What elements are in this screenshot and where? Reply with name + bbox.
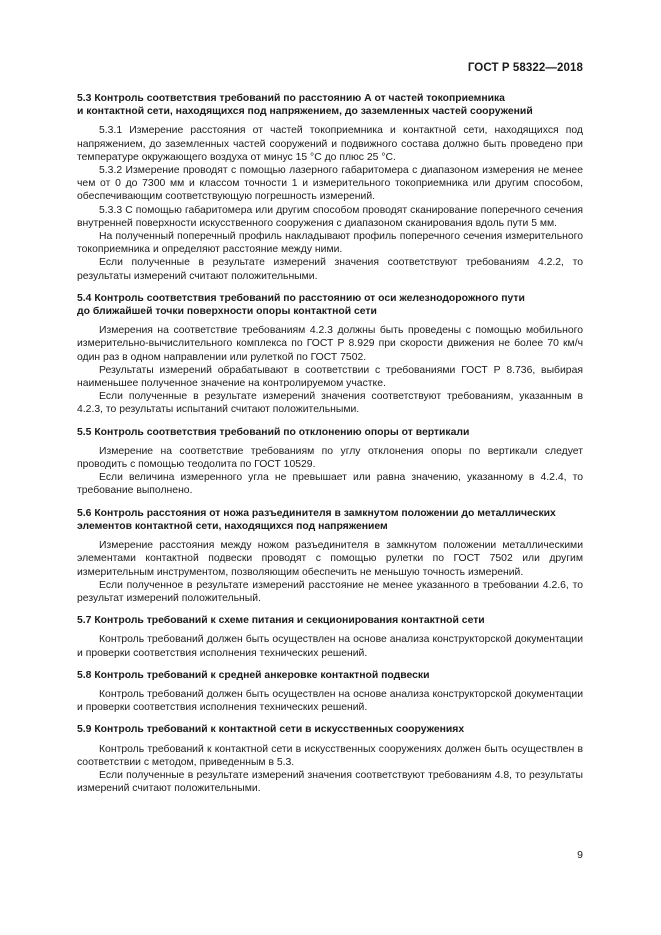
- section-heading-line: 5.7 Контроль требований к схеме питания и секционирования контактной сети: [77, 615, 485, 627]
- paragraph: Измерения на соответствие требованиям 4.2.3 должны быть проведены с помощью мобильного измерительно-вычислительного комплекса по ГОСТ Р 8.929 при скорости движения не более 70 км/ч один раз в одном направлении или рулеткой по ГОСТ 7502.: [77, 325, 583, 363]
- section-heading: [77, 426, 583, 439]
- page-number: 9: [577, 849, 583, 861]
- paragraph: 5.3.2 Измерение проводят с помощью лазерного габаритомера с диапазоном измерения не менее чем от 0 до 7300 мм и классом точности 1 и измерительного токоприемника или другим способом, обеспечивающим соответствующую погрешность измерений.: [77, 165, 583, 203]
- paragraph: Контроль требований к контактной сети в искусственных сооружениях должен быть осуществлен в соответствии с методом, приведенным в 5.3.: [77, 743, 583, 768]
- paragraph: Если величина измеренного угла не превышает или равна значению, указанному в 4.2.4, то требование выполнено.: [77, 472, 583, 497]
- section-heading-line: элементов контактной сети, находящихся под напряжением: [77, 520, 388, 532]
- section: [77, 92, 583, 283]
- section-heading: [77, 507, 583, 533]
- document-code: ГОСТ Р 58322—2018: [467, 62, 583, 74]
- section-heading-line: 5.4 Контроль соответствия требований по расстоянию от оси железнодорожного пути: [77, 292, 525, 304]
- section-heading-line: 5.5 Контроль соответствия требований по отклонению опоры от вертикали: [77, 426, 470, 438]
- paragraph: Контроль требований должен быть осуществлен на основе анализа конструкторской документации и проверки соответствия исполнения технических решений.: [77, 688, 583, 714]
- paragraph: Результаты измерений обрабатывают в соответствии с требованиями ГОСТ Р 8.736, выбирая наименьшее полученное значение на контролируемом участке.: [77, 364, 583, 390]
- section-heading-line: 5.6 Контроль расстояния от ножа разъединителя в замкнутом положении до металлических: [77, 507, 556, 519]
- section-heading: [77, 92, 583, 118]
- section: [77, 292, 583, 417]
- section-heading: [77, 723, 583, 736]
- section-heading: [77, 669, 583, 682]
- section: [77, 669, 583, 715]
- section-heading-line: до ближайшей точки поверхности опоры контактной сети: [77, 306, 377, 318]
- document-body: [77, 92, 583, 804]
- paragraph: На полученный поперечный профиль накладывают профиль поперечного сечения измерительного токоприемника и определяют расстояние между ними.: [77, 231, 583, 256]
- paragraph: Если полученное в результате измерений расстояние не менее указанного в требовании 4.2.6, то результат измерений положительный.: [77, 579, 583, 604]
- paragraph: 5.3.3 С помощью габаритомера или другим способом проводят сканирование поперечного сечения внутренней поверхности искусственного сооружения с диапазоном сканирования вдоль пути 5 мм.: [77, 204, 583, 229]
- paragraph: Если полученные в результате измерений значения соответствуют требованиям 4.8, то результаты измерений считают положительными.: [77, 769, 583, 795]
- section: [77, 723, 583, 795]
- section: [77, 426, 583, 498]
- paragraph: Если полученные в результате измерений значения соответствуют требованиям 4.2.2, то результаты измерений считают положительными.: [77, 257, 583, 282]
- section: [77, 507, 583, 605]
- paragraph: 5.3.1 Измерение расстояния от частей токоприемника и контактной сети, находящихся под напряжением, до заземленных частей сооружений и подвижного состава должно быть проведено при температуре окружающего воздуха от минус 15 °С до плюс 25 °С.: [77, 125, 583, 163]
- paragraph: Контроль требований должен быть осуществлен на основе анализа конструкторской документации и проверки соответствия исполнения технических решений.: [77, 634, 583, 659]
- section-heading-line: 5.8 Контроль требований к средней анкеровке контактной подвески: [77, 669, 430, 681]
- section-heading: [77, 614, 583, 627]
- paragraph: Измерение расстояния между ножом разъединителя в замкнутом положении металлическими элементами контактной подвески проводят с помощью рулетки по ГОСТ 7502 или другим измерительным инструментом, позволяющим обеспечить не меньшую точность измерений.: [77, 540, 583, 578]
- paragraph: Если полученные в результате измерений значения соответствуют требованиям, указанным в 4.2.3, то результаты испытаний считают положительными.: [77, 391, 583, 416]
- paragraph: Измерение на соответствие требованиям по углу отклонения опоры по вертикали следует проводить с помощью теодолита по ГОСТ 10529.: [77, 445, 583, 471]
- section-heading-line: 5.9 Контроль требований к контактной сети в искусственных сооружениях: [77, 724, 465, 736]
- section-heading-line: 5.3 Контроль соответствия требований по расстоянию А от частей токоприемника: [77, 93, 505, 104]
- section: [77, 614, 583, 660]
- section-heading-line: и контактной сети, находящихся под напряжением, до заземленных частей сооружений: [77, 106, 533, 118]
- section-heading: [77, 292, 583, 318]
